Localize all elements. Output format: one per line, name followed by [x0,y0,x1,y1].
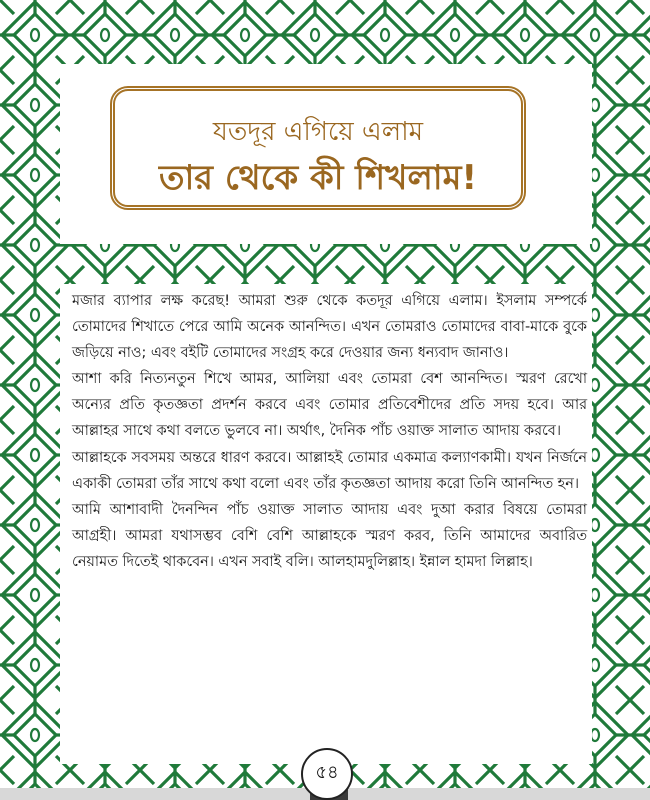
body-text [72,288,587,575]
title-line-2: তার থেকে কী শিখলাম! [158,158,478,198]
paragraph: আমি আশাবাদী দৈনন্দিন পাঁচ ওয়াক্ত সালাত আদায় এবং দুআ করার বিষয়ে তোমরা আগ্রহী। আমরা যথাসম্ভব বেশি বেশি আল্লাহকে স্মরণ করব, তিনি আমাদের অবারিত নেয়ামত দিতেই থাকবেন। এখন সবাই বলি। আলহামদুলিল্লাহ। ইন্নাল হামদা লিল্লাহ। [72,501,587,570]
title-line-1: যতদূর এগিয়ে এলাম [212,117,424,147]
title-frame [98,74,538,222]
paragraph: আল্লাহকে সবসময় অন্তরে ধারণ করবে। আল্লাহই তোমার একমাত্র কল্যাণকামী। যখন নির্জনে একাকী তোমরা তাঁর সাথে কথা বলো এবং তাঁর কৃতজ্ঞতা আদায় করো তিনি আনন্দিত হন। [72,449,587,492]
page-number: ৫৪ [301,748,353,800]
paragraph: মজার ব্যাপার লক্ষ করেছ! আমরা শুরু থেকে কতদূর এগিয়ে এলাম। ইসলাম সম্পর্কে তোমাদের শিখাতে পেরে আমি অনেক আনন্দিত। এখন তোমরাও তোমাদের বাবা-মাকে বুকে জড়িয়ে নাও; এবং বইটি তোমাদের সংগ্রহ করে দেওয়ার জন্য ধন্যবাদ জানাও। [72,293,587,362]
paragraph: আশা করি নিত্যনতুন শিখে আমর, আলিয়া এবং তোমরা বেশ আনন্দিত। স্মরণ রেখো অন্যের প্রতি কৃতজ্ঞতা প্রদর্শন করবে এবং তোমার প্রতিবেশীদের প্রতি সদয় হবে। আর আল্লাহর সাথে কথা বলতে ভুলবে না। অর্থাৎ, দৈনিক পাঁচ ওয়াক্ত সালাত আদায় করবে। [72,371,587,440]
